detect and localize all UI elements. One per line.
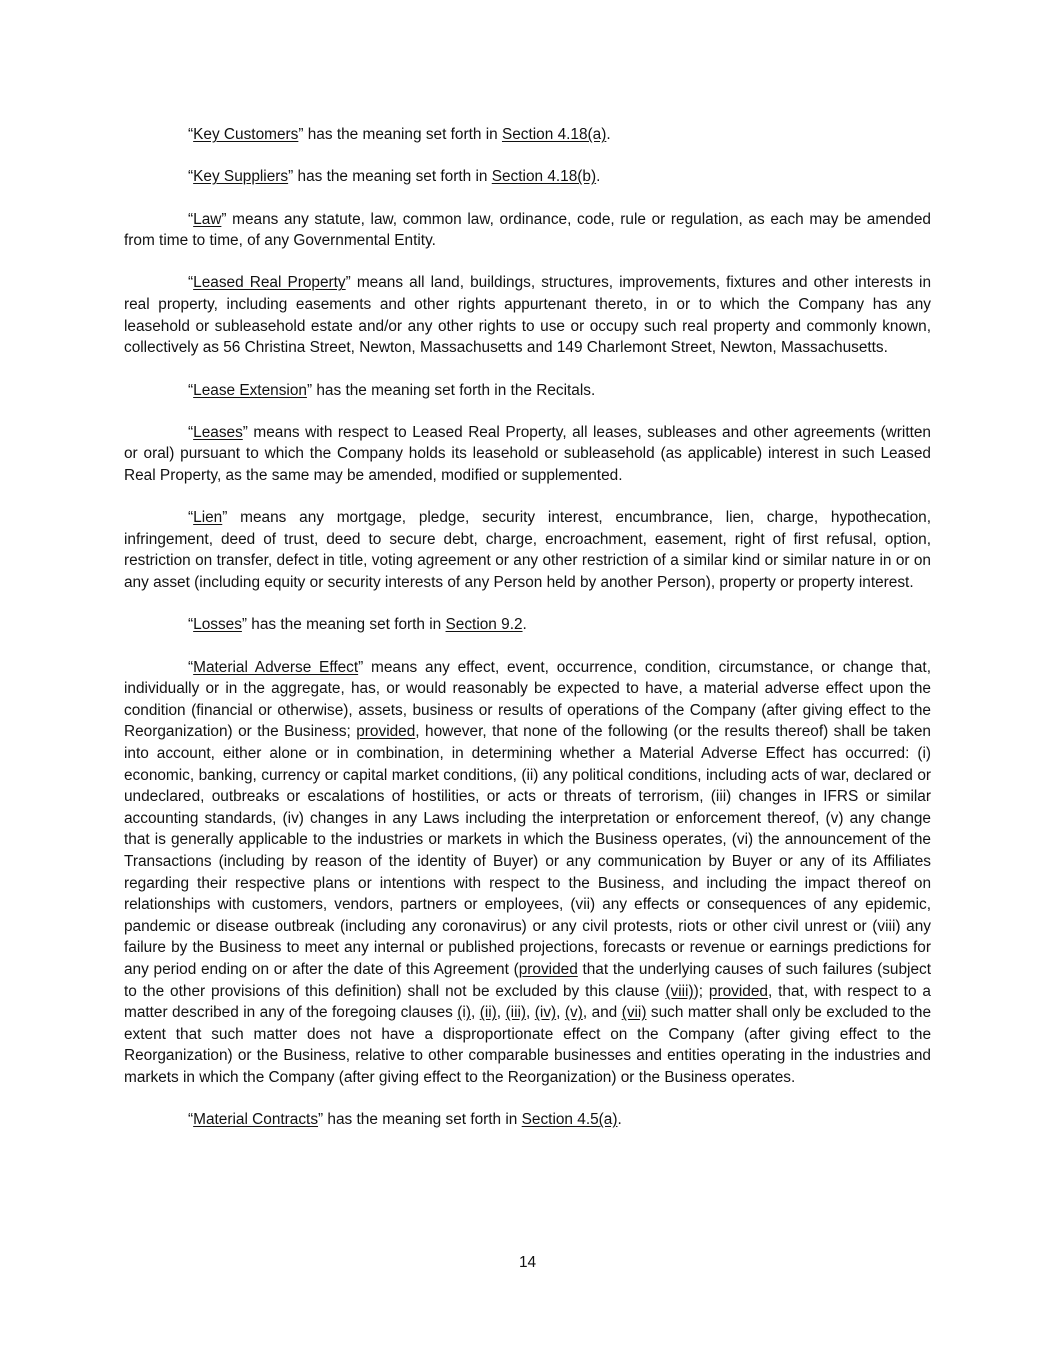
definition-text: ” has the meaning set forth in [288, 168, 492, 186]
definition-paragraph [124, 507, 931, 593]
definition-text: “ [188, 509, 194, 527]
cross-reference: Section 4.18(a) [501, 126, 607, 143]
defined-term: Leases [193, 423, 243, 441]
definitions-body [124, 124, 931, 1131]
defined-term: Material Contracts [193, 1111, 319, 1129]
definition-text: ” has the meaning set forth in [241, 616, 446, 634]
definition-text: that the underlying causes of such failures (subject to the other provisions of this definition) shall not be excluded by this clause [124, 960, 931, 1000]
definition-text: ” means any mortgage, pledge, security interest, encumbrance, lien, charge, hypothecation, infringement, deed of trust, deed to secure debt, charge, encroachment, easement, right of first refusal, option, restriction on transfer, defect in title, voting agreement or any other restriction of a similar kind or similar nature in or on any asset (including equity or security interests of any Person held by another Person), property or property interest. [124, 509, 931, 592]
definition-text: . [617, 1111, 622, 1129]
definition-text: , that, with respect to a matter described in any of the foregoing clauses [124, 982, 931, 1022]
definition-text: ” means any effect, event, occurrence, condition, circumstance, or change that, individually or in the aggregate, has, or would reasonably be expected to have, a material adverse effect upon the condition (financial or otherwise), assets, business or results of operations of the Company (after giving effect to the Reorganization) or the Business; [124, 658, 931, 741]
defined-term: Lease Extension [193, 381, 307, 399]
definition-text: “ [188, 381, 194, 399]
definition-paragraph [124, 272, 931, 358]
cross-reference: Section 4.5(a) [521, 1111, 618, 1129]
cross-reference: Section 4.18(b) [491, 168, 597, 186]
definition-text: ” means all land, buildings, structures, improvements, fixtures and other interests in real property, including easements and other rights appurtenant thereto, in or to which the Company has any leasehold or subleasehold estate and/or any other rights to use or occupy such real property and commonly known, collectively as 56 Christina Street, Newton, Massachusetts and 149 Charlemont Street, Newton, Massachusetts. [124, 274, 931, 357]
defined-term: Material Adverse Effect [193, 658, 359, 676]
definition-text: ” means with respect to Leased Real Property, all leases, subleases and other agreements (written or oral) pursuant to which the Company holds its leasehold or subleasehold (as applicable) interest in such Leased Real Property, as the same may be amended, modified or supplemented. [124, 423, 931, 484]
definition-text: “ [188, 168, 194, 186]
definition-paragraph [124, 380, 931, 402]
definition-text: , [470, 1004, 480, 1022]
definition-text: ” means any statute, law, common law, ordinance, code, rule or regulation, as each may be amended from time to time, of any Governmental Entity. [124, 210, 931, 250]
page-number: 14 [518, 1254, 537, 1271]
cross-reference: (viii) [665, 982, 694, 1000]
definition-text: “ [188, 274, 194, 292]
definition-text: , and [582, 1004, 622, 1022]
definition-text: “ [188, 423, 194, 441]
definition-text: such matter shall only be excluded to the extent that such matter does not have a disproportionate effect on the Company (after giving effect to the Reorganization) or the Business, relative to other comparable businesses and entities operating in the industries and markets in which the Company (after giving effect to the Reorganization) or the Business operates. [124, 1004, 932, 1086]
definition-text: , [526, 1004, 535, 1022]
definition-text: , [556, 1004, 565, 1022]
definition-text: “ [188, 616, 194, 634]
definition-text: ” has the meaning set forth in [298, 126, 502, 143]
definition-text: , however, that none of the following (or the results thereof) shall be taken into account, either alone or in combination, in determining whether a Material Adverse Effect has occurred: (i) economic, banking, currency or capital market conditions, (ii) any political conditions, including acts of war, declared or undeclared, outbreaks or escalations of hostilities, or acts or threats of terrorism, (iii) changes in IFRS or similar accounting standards, (iv) changes in any Laws including the interpretation or enforcement thereof, (v) any change that is generally applicable to the industries or markets in which the Business operates, (vi) the announcement of the Transactions (including by reason of the identity of Buyer) or any communication by Buyer or any of its Affiliates regarding their respective plans or intentions with respect to the Business, and including the impact thereof on relationships with customers, vendors, partners or employees, (vii) any effects or consequences of any epidemic, pandemic or disease outbreak (including any coronavirus) or any civil protests, riots or other civil unrest or (viii) any failure by the Business to meet any internal or published projections, forecasts or revenue or earnings predictions for any period ending on or after the date of this Agreement ( [124, 723, 931, 978]
cross-reference: (i) [457, 1004, 471, 1022]
defined-term: Key Customers [193, 126, 299, 143]
definition-text: ” has the meaning set forth in [318, 1111, 522, 1129]
definition-paragraph [124, 124, 931, 146]
definition-text: “ [188, 1111, 194, 1129]
cross-reference: (v) [564, 1004, 583, 1022]
definition-paragraph [124, 1109, 931, 1131]
definition-text: ); [693, 982, 709, 1000]
cross-reference: (vii) [621, 1004, 647, 1022]
defined-term: Key Suppliers [193, 168, 289, 186]
cross-reference: (ii) [479, 1004, 497, 1022]
definition-paragraph [124, 209, 931, 252]
defined-term: Losses [193, 616, 242, 634]
cross-reference: provided [708, 982, 768, 1000]
cross-reference: provided [356, 723, 416, 741]
definition-text: . [606, 126, 611, 143]
definition-text: ” has the meaning set forth in the Recitals. [306, 381, 596, 399]
cross-reference: (iii) [505, 1004, 527, 1022]
defined-term: Lien [193, 509, 223, 527]
definition-text: , [496, 1004, 506, 1022]
defined-term: Leased Real Property [193, 274, 346, 292]
cross-reference: (iv) [534, 1004, 557, 1022]
definition-paragraph [124, 657, 931, 1089]
definition-text: . [596, 168, 601, 186]
definition-text: . [522, 616, 527, 634]
definition-paragraph [124, 614, 931, 636]
definition-text: “ [188, 658, 194, 676]
cross-reference: Section 9.2 [445, 616, 523, 634]
definition-paragraph [124, 166, 931, 188]
definition-paragraph [124, 422, 931, 487]
definition-text: “ [188, 210, 194, 228]
cross-reference: provided [518, 960, 578, 978]
definition-text: “ [188, 126, 194, 143]
defined-term: Law [193, 210, 222, 228]
